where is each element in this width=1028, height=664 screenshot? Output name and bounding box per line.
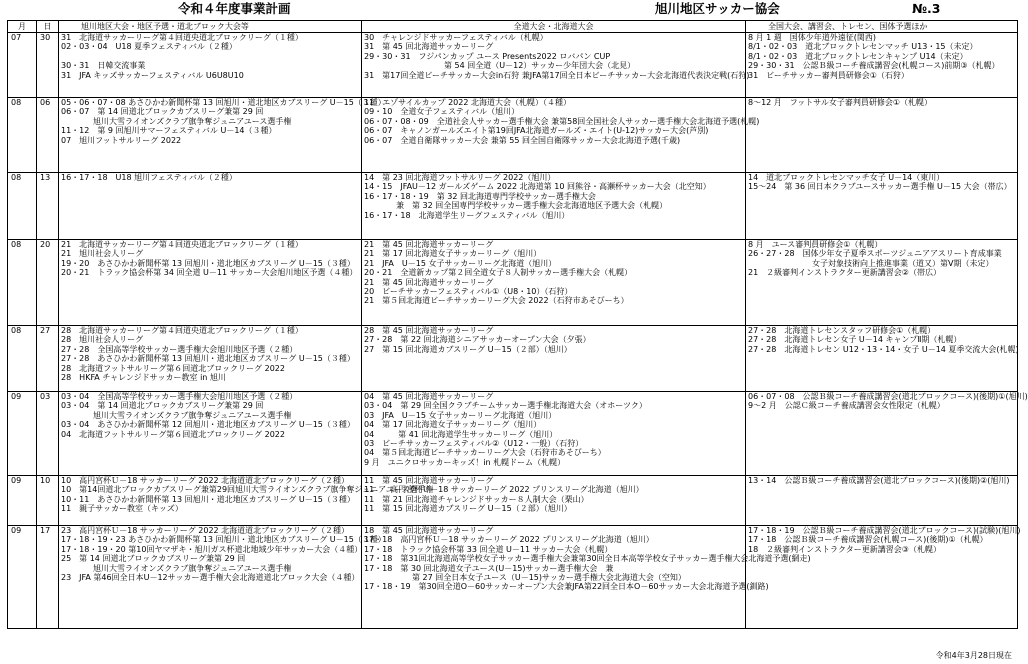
event-line: 21 旭川社会人リーグ (61, 249, 144, 259)
event-line: 28 旭川社会人リーグ (61, 335, 144, 345)
table-row (8, 33, 1018, 98)
event-line: 06・07 全道自衛隊サッカー大会 兼第 55 回全国自衛隊サッカー大会北海道予選(千歳) (364, 135, 681, 145)
event-line: 旭川大雪ライオンズクラブ旗争奪ジュニアユース選手権 (61, 410, 292, 420)
row-month: 08 (8, 326, 37, 392)
cell-hokkaido (362, 476, 746, 526)
cell-hokkaido (362, 173, 746, 240)
event-line: 11 第 45 回北海道サッカーリーグ (364, 476, 494, 485)
event-line: 11 高円宮杯Ｕ－18 サッカーリーグ 2022 プリンスリーグ北海道（旭川） (364, 485, 644, 495)
event-line: 10 第14回道北ブロックカブスリーグ兼第29回旭川大雪ライオンズクラブ旗争奪ジュニアユース選手権 (61, 485, 434, 495)
cell-national (746, 526, 1021, 629)
event-line: 17・18 高円宮杯Ｕ－18 サッカーリーグ 2022 プリンスリーグ北海道（旭川） (364, 535, 654, 545)
event-line: 17・18 第31回北海道高等学校女子サッカー選手権大会兼第30回全日本高等学校女子サッカー選手権大会北海道予選(網走) (364, 554, 811, 564)
cell-local (59, 33, 362, 98)
event-line: 16・17・18 北海道学生リーグフェスティバル（旭川） (364, 210, 570, 220)
row-day: 03 (37, 392, 59, 476)
cell-local (59, 98, 386, 173)
event-line: 8～12 月 フットサル女子審判員研修会①（札幌） (748, 98, 933, 107)
table-row (8, 98, 1018, 173)
cell-national (746, 476, 1018, 526)
page-title: 令和４年度事業計画 (178, 1, 291, 16)
event-line: 09・10 全道女子フェスティバル（旭川） (364, 107, 520, 117)
event-line: 27・28 北海道トレセン女子 U－14 キャンプⅡ期（札幌） (748, 335, 962, 345)
event-line: 8/1・02・03 道北ブロックトレセンマッチ U13・15（未定） (748, 42, 978, 52)
event-line: 30・31 日韓交流事業 (61, 61, 146, 71)
event-line: 04 第５回北海道ビーチサッカーリーグ大会（石狩市あそびーち） (364, 448, 606, 458)
cell-hokkaido (362, 98, 760, 173)
event-line: 11・12 第 9 回旭川サマーフェスティバル U－14（３種） (61, 126, 277, 136)
event-line: 27・28 あさひかわ新聞杯第 13 回旭川・道北地区カブスリーグ U－15（３種） (61, 354, 355, 364)
event-line: 31 ビーチサッカー審判員研修会①（石狩） (748, 70, 909, 80)
row-month: 09 (8, 526, 37, 629)
cell-local (59, 392, 362, 476)
event-line: 兼 第 32 回全国専門学校サッカー選手権大会北海道地区予選大会（札幌） (364, 201, 668, 211)
event-line: 17・18・19 公認Ｂ級コーチ養成講習会(道北ブロックコース)(試験)(旭川) (748, 526, 1021, 535)
event-line: 19・20 あさひかわ新聞杯第 13 回旭川・道北地区カブスリーグ U－15（３種） (61, 258, 355, 268)
event-line: 11 第 15 回北海道カブスリーグ U－15（２部）（旭川） (364, 504, 572, 514)
row-day: 17 (37, 526, 59, 629)
event-line: 第 27 回全日本女子ユース（U－15)サッカー選手権大会北海道大会（空知） (364, 572, 686, 582)
event-line: 14 道北ブロックトレセンマッチ女子 U－14（東川） (748, 173, 945, 182)
table-row (8, 392, 1018, 476)
event-line: 20 ビーチサッカーフェスティバル①（U8・10）（石狩） (364, 286, 573, 296)
event-line: 20・21 トラック協会杯第 34 回全道 U－11 サッカー大会旭川地区予選（４種） (61, 268, 358, 278)
cell-local (59, 240, 362, 326)
cell-national (746, 33, 1018, 98)
association-name: 旭川地区サッカー協会 (655, 1, 780, 16)
event-line: 29・30・31 フジパンカップ ユース Presents2022 ロバパン CUP (364, 51, 611, 61)
event-line: 03 JFA U－15 女子サッカーリーグ北海道（旭川） (364, 410, 557, 420)
cell-hokkaido (362, 326, 746, 392)
cell-local (59, 173, 362, 240)
event-line: 25 第 14 回道北ブロックカブスリーグ兼第 29 回 (61, 554, 246, 564)
cell-hokkaido (362, 526, 811, 629)
event-line: 11 親子サッカー教室（キッズ） (61, 504, 183, 514)
event-line: 07 旭川フットサルリーグ 2022 (61, 135, 182, 145)
event-line: 10 高円宮杯Ｕ－18 サッカーリーグ 2022 北海道道北ブロックリーグ（２種） (61, 476, 350, 485)
event-line: 27・28 第 22 回北海道シニアサッカーオープン大会（夕張） (364, 335, 591, 345)
event-line: 28 第 45 回北海道サッカーリーグ (364, 326, 494, 335)
row-day: 06 (37, 98, 59, 173)
event-line: 27・28 全国高等学校サッカー選手権大会旭川地区予選（２種） (61, 344, 298, 354)
schedule-table (7, 20, 1028, 629)
event-line: 06・07 第 14 回道北ブロックカブスリーグ兼第 29 回 (61, 107, 264, 117)
event-line: 17・18・19 第30回全道O－60サッカーオープン大会兼JFA第22回全日本O－60サッカー大会北海道予選(釧路) (364, 582, 769, 592)
event-line: 03・04 全国高等学校サッカー選手権大会旭川地区予選（２種） (61, 392, 298, 401)
event-line: 31 北海道サッカーリーグ第４回道央道北ブロックリーグ（１種） (61, 33, 303, 42)
event-line: 17・18・19・23 あさひかわ新聞杯第 13 回旭川・道北地区カブスリーグ U－15（３種） (61, 535, 386, 545)
event-line: 11 第 21 回北海道チャレンジドサッカー８人制大会（栗山） (364, 494, 589, 504)
event-line: 04 北海道フットサルリーグ第６回道北ブロックリーグ 2022 (61, 429, 285, 439)
header-day: 日 (37, 21, 59, 33)
cell-local (59, 326, 362, 392)
row-day: 27 (37, 326, 59, 392)
event-line: 04 第 17 回北海道女子サッカーリーグ（旭川） (364, 420, 542, 430)
event-line: 06・07 キャノンガールズエイト第19回JFA北海道ガールズ・エイト(U-12)サッカー大会(芦別) (364, 126, 709, 136)
table-row (8, 173, 1018, 240)
event-line: 28 北海道フットサルリーグ第６回道北ブロックリーグ 2022 (61, 363, 285, 373)
cell-hokkaido (362, 392, 746, 476)
event-line: 27・28 北海道トレセンスタッフ研修会①（札幌） (748, 326, 936, 335)
header-month: 月 (8, 21, 37, 33)
event-line: 23 高円宮杯Ｕ－18 サッカーリーグ 2022 北海道道北ブロックリーグ（２種） (61, 526, 350, 535)
event-line: 21 第 45 回北海道サッカーリーグ (364, 277, 494, 287)
cell-hokkaido (362, 33, 750, 98)
event-line: 11 エゾサイルカップ 2022 北海道大会（札幌）（４種） (364, 98, 571, 107)
event-line: 14 第 23 回北海道フットサルリーグ 2022（旭川） (364, 173, 556, 182)
row-day: 30 (37, 33, 59, 98)
row-month: 08 (8, 240, 37, 326)
event-line: 21 ２級審判インストラクター更新講習会②（帯広） (748, 268, 941, 278)
header-local: 旭川地区大会・地区予選・道北ブロック大会等 (59, 21, 362, 33)
page-number: №.3 (912, 1, 941, 16)
header-national: 全国大会、講習会、トレセン、国体予選ほか (746, 21, 1018, 33)
event-line: 30 チャレンジドサッカーフェスティバル（札幌） (364, 33, 548, 42)
event-line: 18 ２級審判インストラクター更新講習会③（札幌） (748, 544, 941, 554)
event-line: 04 第 41 回北海道学生サッカーリーグ（旭川） (364, 429, 558, 439)
event-line: 29・30・31 公認Ｂ級コーチ養成講習会(札幌コース)前期③（札幌） (748, 61, 1000, 71)
table-row (8, 476, 1018, 526)
row-month: 09 (8, 476, 37, 526)
event-line: 17・18 第 30 回北海道女子ユース(U－15)サッカー選手権大会 兼 (364, 563, 614, 573)
event-line: 31 第17回全道ビーチサッカー大会in石狩 兼JFA第17回全日本ビーチサッカー大会北海道代表決定戦(石狩) (364, 70, 750, 80)
event-line: 第 54 回全道（U－12）サッカー少年団大会（北見） (364, 61, 636, 71)
event-line: 26・27・28 国体少年女子夏季スポーツジュニアアスリート育成事業 (748, 249, 1002, 259)
event-line: 03 ビーチサッカーフェスティバル②（U12・一般）（石狩） (364, 438, 584, 448)
event-line: 10・11 あさひかわ新聞杯第 13 回旭川・道北地区カブスリーグ U－15（３種） (61, 494, 355, 504)
event-line: 27・28 北海道トレセン U12・13・14・女子 U－14 夏季交流大会(札幌) (748, 344, 1019, 354)
header-hokkaido: 全道大会・北海道大会 (362, 21, 746, 33)
event-line: 9～2 月 公認Ｃ級コーチ養成講習会女性限定（札幌） (748, 401, 945, 411)
cell-national (746, 326, 1018, 392)
event-line: 9 月 ユニクロサッカーキッズ！in 札幌ドーム（札幌） (364, 457, 566, 467)
event-line: 28 北海道サッカーリーグ第４回道央道北ブロックリーグ（１種） (61, 326, 303, 335)
event-line: 旭川大雪ライオンズクラブ旗争奪ジュニアユース選手権 (61, 563, 292, 573)
schedule-body (8, 33, 1028, 629)
event-line: 06・07・08 公認Ｂ級コーチ養成講習会(道北ブロックコース)(後期)①(旭川) (748, 392, 1028, 401)
event-line: 28 HKFA チャレンジドサッカー教室 in 旭川 (61, 372, 226, 382)
event-line: 8 月 1 週 国体少年道外遠征(関西) (748, 33, 877, 42)
table-row (8, 526, 1018, 629)
as-of-date: 令和4年3月28日現在 (935, 651, 1012, 660)
event-line: 03・04 あさひかわ新聞杯第 12 回旭川・道北地区カブスリーグ U－15（３種） (61, 420, 355, 430)
event-line: 17・18・19・20 第10回ヤマザキ・旭川ガス杯道北地域少年サッカー大会（４種） (61, 544, 363, 554)
event-line: 17・18 トラック協会杯第 33 回全道 U－11 サッカー大会（札幌） (364, 544, 613, 554)
row-day: 10 (37, 476, 59, 526)
event-line: 8 月 ユース審判員研修会①（札幌） (748, 240, 883, 249)
cell-national (746, 392, 1028, 476)
event-line: 13・14 公認Ｂ級コーチ養成講習会(道北ブロックコース)(後期)②(旭川) (748, 476, 1010, 485)
event-line: 女子対象技術向上推進事業（道又）第Ⅴ期（未定） (748, 258, 994, 268)
cell-national (746, 98, 1018, 173)
event-line: 21 第５回北海道ビーチサッカーリーグ大会 2022（石狩市あそびーち） (364, 296, 629, 306)
event-line (61, 52, 359, 61)
event-line: 27 第 15 回北海道カブスリーグ U－15（２部）（旭川） (364, 344, 572, 354)
event-line: 03・04 第 29 回全国クラブチームサッカー選手権北海道大会（オホーツク） (364, 401, 647, 411)
event-line: 03・04 第 14 回道北ブロックカブスリーグ兼第 29 回 (61, 401, 264, 411)
cell-national (746, 240, 1018, 326)
table-row (8, 240, 1018, 326)
event-line: 06・07・08・09 全道社会人サッカー選手権大会 兼第58回全国社会人サッカー選手権大会北海道予選(札幌) (364, 116, 760, 126)
event-line: 31 JFA キッズサッカーフェスティバル U6U8U10 (61, 70, 244, 80)
row-month: 08 (8, 98, 37, 173)
event-line: 21 JFA U－15 女子サッカーリーグ北海道（旭川） (364, 258, 557, 268)
header-row (8, 21, 1018, 33)
cell-national (746, 173, 1018, 240)
event-line: 04 第 45 回北海道サッカーリーグ (364, 392, 494, 401)
event-line: 21 第 17 回北海道女子サッカーリーグ（旭川） (364, 249, 542, 259)
row-month: 09 (8, 392, 37, 476)
event-line: 20・21 全道新カップ第２回全道女子８人制サッカー選手権大会（札幌） (364, 268, 633, 278)
cell-local (59, 526, 386, 629)
event-line: 旭川大雪ライオンズクラブ旗争奪ジュニアユース選手権 (61, 116, 292, 126)
row-month: 07 (8, 33, 37, 98)
row-day: 13 (37, 173, 59, 240)
event-line: 05・06・07・08 あさひかわ新聞杯第 13 回旭川・道北地区カブスリーグ U－15（３種） (61, 98, 386, 107)
event-line: 17・18 公認Ｂ級コーチ養成講習会(札幌コース)(後期)①（札幌） (748, 535, 988, 545)
event-line: 18 第 45 回北海道サッカーリーグ (364, 526, 494, 535)
event-line: 15～24 第 36 回日本クラブユースサッカー選手権 U－15 大会（帯広） (748, 182, 1012, 192)
event-line: 14・15 JFAU－12 ガールズゲーム 2022 北海道第 10 回熊谷・高瀬杯サッカー大会（北空知） (364, 182, 711, 192)
event-line: 21 北海道サッカーリーグ第４回道央道北ブロックリーグ（１種） (61, 240, 303, 249)
row-month: 08 (8, 173, 37, 240)
event-line: 8/1・02・03 道北ブロックトレセンキャンプ U14（未定） (748, 51, 968, 61)
table-row (8, 326, 1018, 392)
event-line: 23 JFA 第46回全日本U－12サッカー選手権大会北海道道北ブロック大会（４種） (61, 572, 360, 582)
event-line: 21 第 45 回北海道サッカーリーグ (364, 240, 494, 249)
event-line: 02・03・04 U18 夏季フェスティバル（２種） (61, 42, 237, 52)
event-line: 31 第 45 回北海道サッカーリーグ (364, 42, 494, 52)
cell-hokkaido (362, 240, 746, 326)
row-day: 20 (37, 240, 59, 326)
event-line: 16・17・18・19 第 32 回北海道専門学校サッカー選手権大会 (364, 191, 596, 201)
event-line: 16・17・18 U18 旭川フェスティバル（２種） (61, 173, 237, 182)
